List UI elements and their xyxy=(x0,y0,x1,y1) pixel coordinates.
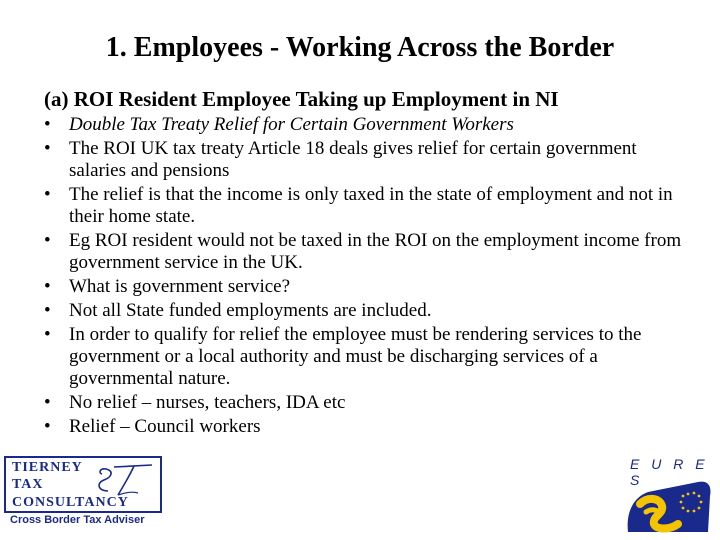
bullet-dot: • xyxy=(44,184,51,205)
st-monogram-icon xyxy=(94,461,156,499)
bullet-text: No relief – nurses, teachers, IDA etc xyxy=(69,392,346,413)
tierney-logo-line2: TAX xyxy=(12,477,44,492)
bullet-item xyxy=(44,276,694,298)
bullet-dot: • xyxy=(44,276,51,297)
title-text: . Employees - Working Across the Border xyxy=(119,32,615,63)
bullet-item xyxy=(44,416,694,438)
bullet-text: In order to qualify for relief the employee must be rendering services to the government or a local authority and must be discharging services of a governmental nature. xyxy=(69,324,642,389)
eures-emblem-icon xyxy=(622,474,714,536)
bullet-list xyxy=(44,114,694,440)
bullet-dot: • xyxy=(44,230,51,251)
bullet-item xyxy=(44,300,694,322)
bullet-text: Not all State funded employments are included. xyxy=(69,300,432,321)
tierney-tax-logo xyxy=(4,456,164,528)
eures-wordmark: E U R E S xyxy=(630,456,709,488)
bullet-item xyxy=(44,114,694,136)
tierney-logo-line3: CONSULTANCY xyxy=(12,495,129,510)
bullet-text: What is government service? xyxy=(69,276,291,297)
bullet-item xyxy=(44,392,694,414)
bullet-dot: • xyxy=(44,138,51,159)
bullet-text: Eg ROI resident would not be taxed in the ROI on the employment income from government service in the UK. xyxy=(69,230,682,273)
bullet-dot: • xyxy=(44,300,51,321)
bullet-dot: • xyxy=(44,392,51,413)
bullet-item xyxy=(44,324,694,390)
bullet-item xyxy=(44,138,694,182)
bullet-text: The ROI UK tax treaty Article 18 deals gives relief for certain government salaries and pensions xyxy=(69,138,637,181)
bullet-text: Double Tax Treaty Relief for Certain Government Workers xyxy=(69,114,514,135)
bullet-dot: • xyxy=(44,324,51,345)
bullet-text: The relief is that the income is only taxed in the state of employment and not in their home state. xyxy=(69,184,673,227)
tierney-logo-frame xyxy=(4,456,162,513)
title-number: 1 xyxy=(105,32,120,63)
eures-logo xyxy=(622,456,714,536)
slide-title xyxy=(0,30,720,66)
bullet-dot: • xyxy=(44,114,51,135)
tierney-logo-line1: TIERNEY xyxy=(12,460,83,475)
slide-subtitle: (a) ROI Resident Employee Taking up Employment in NI xyxy=(44,87,559,111)
tierney-tagline: Cross Border Tax Adviser xyxy=(10,514,145,526)
bullet-text: Relief – Council workers xyxy=(69,416,261,437)
bullet-dot: • xyxy=(44,416,51,437)
bullet-item xyxy=(44,230,694,274)
bullet-item xyxy=(44,184,694,228)
